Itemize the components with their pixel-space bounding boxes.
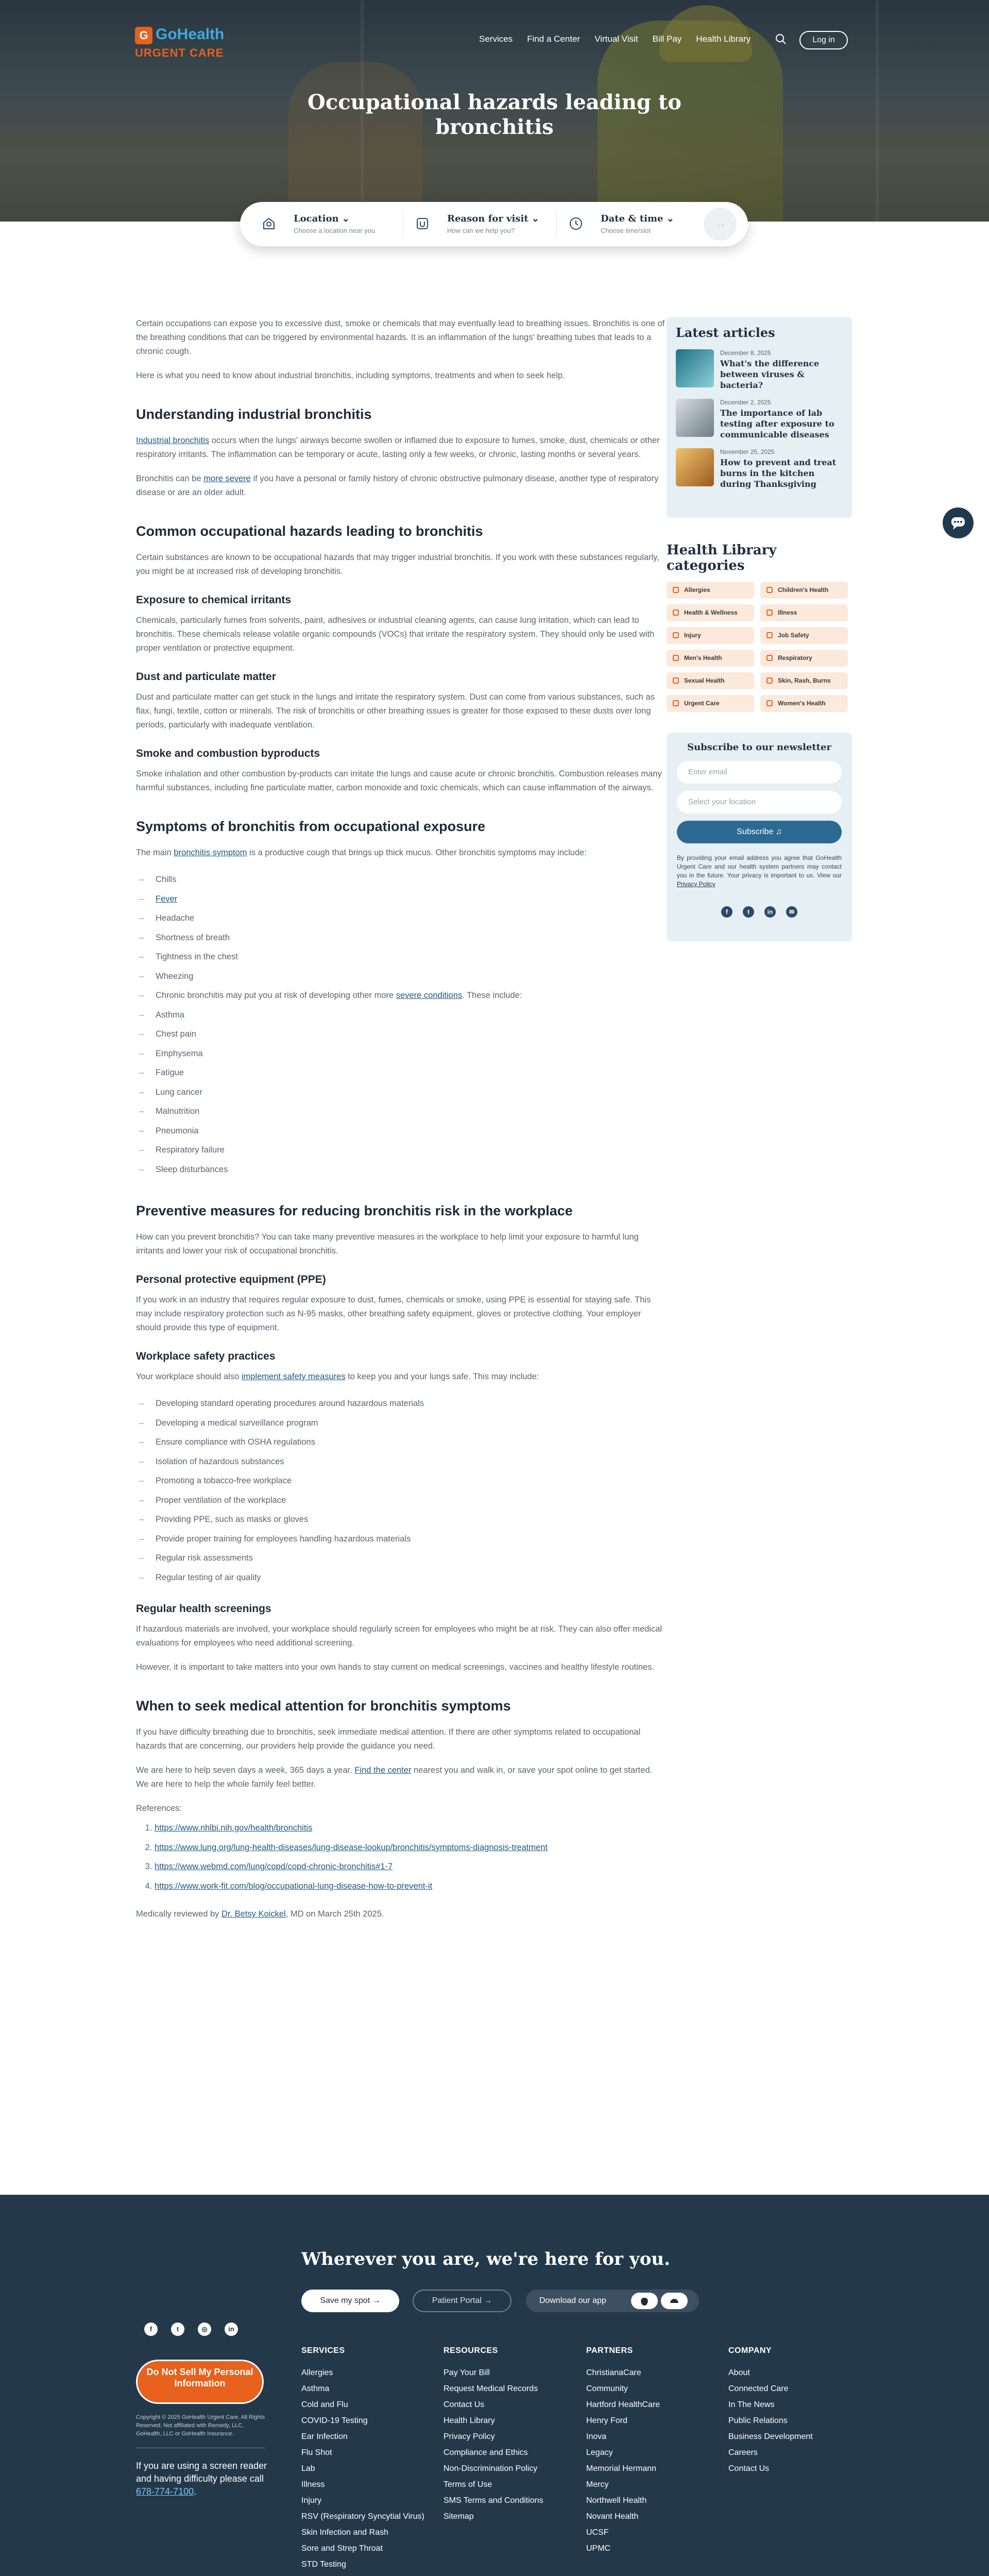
shield-icon	[673, 677, 679, 684]
category-mens-health[interactable]: Men's Health	[667, 650, 754, 667]
list-item: – Malnutrition	[154, 1102, 667, 1122]
logo-mark: G	[135, 27, 152, 44]
list-item: – Proper ventilation of the workplace	[154, 1491, 667, 1511]
footer-link[interactable]: Sitemap	[444, 2512, 474, 2521]
list-item: – Isolation of hazardous substances	[154, 1452, 667, 1472]
datetime-hint: Choose time/slot	[601, 227, 651, 234]
footer-link[interactable]: Hartford HealthCare	[586, 2400, 660, 2409]
footer-link[interactable]: Skin Infection and Rash	[301, 2528, 388, 2537]
list-item: – Developing a medical surveillance program	[154, 1414, 667, 1433]
paragraph: Bronchitis can be more severe if you have a personal or family history of chronic obstructive pulmonary disease, another type of respiratory disease or are an older adult.	[136, 474, 659, 497]
category-respiratory[interactable]: Respiratory	[760, 650, 848, 667]
section-heading: When to seek medical attention for bronchitis symptoms	[136, 1698, 511, 1714]
footer-column-partners	[586, 2346, 660, 2556]
category-injury[interactable]: Injury	[667, 627, 754, 644]
footer	[0, 2195, 989, 2576]
list-item: – Regular testing of air quality	[154, 1568, 667, 1588]
article-card[interactable]	[676, 399, 843, 440]
linkedin-icon[interactable]: in	[764, 906, 776, 918]
thermometer-icon	[766, 609, 773, 616]
list-item: – Lung cancer	[154, 1083, 667, 1103]
paragraph: If hazardous materials are involved, your workplace should regularly screen for employees who might be at risk. They can also offer medical evaluations for employees who need additional screening.	[136, 1624, 662, 1648]
section-heading: Common occupational hazards leading to bronchitis	[136, 523, 483, 539]
category-childrens-health[interactable]: Children's Health	[760, 582, 848, 599]
reference-link[interactable]: https://www.nhlbi.nih.gov/health/bronchitis	[155, 1823, 313, 1833]
nav-link-services[interactable]: Services	[479, 34, 513, 44]
lungs-icon	[766, 655, 773, 661]
list-item	[154, 890, 667, 909]
footer-link[interactable]: UCSF	[586, 2528, 609, 2537]
footer-link[interactable]: Business Development	[728, 2432, 813, 2441]
newsletter-box	[667, 733, 852, 941]
sidebar	[667, 317, 852, 941]
footer-column-title: PARTNERS	[586, 2346, 633, 2355]
paragraph: Certain substances are known to be occupational hazards that may trigger industrial bronchitis. If you work with these substances regularly, you might be at increased risk of developing bronchitis.	[136, 553, 659, 576]
footer-link[interactable]: Memorial Hermann	[586, 2464, 657, 2473]
social-links	[677, 906, 842, 918]
list-item: – Shortness of breath	[154, 928, 667, 948]
footer-link[interactable]: About	[728, 2368, 750, 2377]
references-label: References:	[136, 1804, 182, 1813]
nav-link-find-center[interactable]: Find a Center	[527, 34, 581, 44]
subsection-heading: Workplace safety practices	[136, 1350, 276, 1362]
footer-link[interactable]: Flu Shot	[301, 2448, 332, 2457]
footer-link[interactable]	[301, 2572, 424, 2576]
facebook-icon[interactable]: f	[721, 906, 732, 918]
list-item: – Respiratory failure	[154, 1141, 667, 1160]
footer-link[interactable]: UPMC	[586, 2544, 611, 2553]
article-thumbnail	[676, 349, 714, 387]
reference-item	[155, 1819, 667, 1838]
subsection-heading: Exposure to chemical irritants	[136, 594, 292, 606]
article-title: What's the difference between viruses & bacteria?	[720, 359, 820, 390]
skin-icon	[766, 677, 773, 684]
category-womens-health[interactable]: Women's Health	[760, 695, 848, 712]
hero-banner	[0, 0, 989, 222]
reason-label: Reason for visit ⌄	[447, 213, 540, 224]
reference-link[interactable]: https://www.lung.org/lung-health-diseases/lung-disease-lookup/bronchitis/symptoms-diagnosis-treatment	[155, 1842, 548, 1852]
category-grid	[667, 582, 852, 712]
category-skin-rash-burns[interactable]: Skin, Rash, Burns	[760, 672, 848, 689]
footer-link[interactable]: COVID-19 Testing	[301, 2416, 368, 2425]
footer-link[interactable]: SMS Terms and Conditions	[444, 2496, 543, 2505]
footer-link[interactable]: Sore and Strep Throat	[301, 2544, 383, 2553]
allergy-icon	[673, 587, 679, 593]
medical-review-note: Medically reviewed by Dr. Betsy Koickel, MD on March 25th 2025.	[136, 1909, 384, 1919]
email-icon[interactable]: ✉	[786, 906, 797, 918]
list-item: – Ensure compliance with OSHA regulations	[154, 1433, 667, 1452]
list-item: – Emphysema	[154, 1044, 667, 1064]
reference-link[interactable]: https://www.webmd.com/lung/copd/copd-chronic-bronchitis#1-7	[155, 1862, 393, 1871]
twitter-icon[interactable]: t	[743, 906, 754, 918]
article-card[interactable]	[676, 448, 843, 489]
list-item: – Provide proper training for employees handling hazardous materials	[154, 1530, 667, 1549]
list-item: – Pneumonia	[154, 1122, 667, 1141]
safety-measures-link[interactable]: implement safety measures	[241, 1372, 346, 1381]
footer-column-title: COMPANY	[728, 2346, 772, 2355]
footer-link[interactable]: Contact Us	[728, 2464, 770, 2473]
top-nav	[0, 0, 989, 80]
intro-paragraph: Here is what you need to know about industrial bronchitis, including symptoms, treatments and when to seek help.	[136, 371, 565, 380]
list-item: – Wheezing	[154, 967, 667, 987]
footer-link[interactable]: Allergies	[301, 2368, 333, 2377]
twitter-icon[interactable]: t	[171, 2323, 184, 2336]
privacy-policy-link[interactable]: Privacy Policy	[677, 880, 715, 888]
category-sexual-health[interactable]: Sexual Health	[667, 672, 754, 689]
patient-portal-button[interactable]: Patient Portal →	[413, 2290, 511, 2312]
intro-paragraph: Certain occupations can expose you to excessive dust, smoke or chemicals that may eventually lead to breathing issues. Bronchitis is one of the breathing conditions that can be triggered by environmental hazards. It is an inflammation of the lungs' breathing tubes that leads to a chronic cough.	[136, 319, 665, 356]
category-illness[interactable]: Illness	[760, 604, 848, 621]
arrow-right-icon: →	[715, 217, 726, 230]
footer-column-title: SERVICES	[301, 2346, 345, 2355]
bandage-icon	[673, 632, 679, 638]
footer-link[interactable]: STD Testing	[301, 2560, 346, 2569]
footer-column-resources	[444, 2346, 543, 2524]
apple-icon	[631, 2293, 658, 2309]
android-icon	[661, 2293, 688, 2309]
footer-link[interactable]: Request Medical Records	[444, 2384, 538, 2393]
footer-link[interactable]: Northwell Health	[586, 2496, 647, 2505]
article-date: December 8, 2025	[720, 349, 771, 357]
fever-link[interactable]: Fever	[156, 894, 178, 904]
footer-link[interactable]: Legacy	[586, 2448, 613, 2457]
list-item: – Tightness in the chest	[154, 947, 667, 967]
female-icon	[766, 700, 773, 706]
section-heading: Symptoms of bronchitis from occupational exposure	[136, 819, 486, 834]
phone-link[interactable]: 678-774-7100	[136, 2486, 194, 2497]
footer-link[interactable]: In The News	[728, 2400, 775, 2409]
footer-link[interactable]: Ear Infection	[301, 2432, 348, 2441]
footer-link[interactable]: Compliance and Ethics	[444, 2448, 528, 2457]
search-icon[interactable]	[775, 33, 787, 45]
category-allergies[interactable]: Allergies	[667, 582, 754, 599]
footer-link[interactable]: Asthma	[301, 2384, 330, 2393]
heart-icon	[673, 609, 679, 616]
footer-social	[144, 2323, 238, 2336]
footer-link[interactable]: Inova	[586, 2432, 607, 2441]
list-item: – Regular risk assessments	[154, 1549, 667, 1568]
footer-link[interactable]: Non-Discrimination Policy	[444, 2464, 538, 2473]
child-icon	[766, 587, 773, 593]
reference-item	[155, 1877, 667, 1896]
paragraph: Dust and particulate matter can get stuck in the lungs and irritate the respiratory system. Dust can come from various substances, such as flax, fungi, textile, cotton or minerals. The risk of bronchitis or other breathing issues is greater for those exposed to these dusts over long periods, particularly with inadequate ventilation.	[136, 692, 655, 730]
footer-link[interactable]: Connected Care	[728, 2384, 789, 2393]
instagram-icon[interactable]: ◎	[198, 2323, 211, 2336]
list-item: – Chronic bronchitis may put you at risk of developing other more severe conditions. These include:	[154, 986, 667, 1006]
subsection-heading: Dust and particulate matter	[136, 671, 276, 683]
reference-link[interactable]: https://www.work-fit.com/blog/occupational-lung-disease-how-to-prevent-it	[155, 1881, 433, 1891]
footer-link[interactable]: Illness	[301, 2480, 325, 2489]
paragraph: Chemicals, particularly fumes from solvents, paint, adhesives or industrial cleaning agents, can cause lung irritation, which can lead to bronchitis. These chemicals release volatile organic compounds (VOCs) that irritate the respiratory system. They should only be used with proper ventilation or protective equipment.	[136, 616, 655, 653]
footer-link[interactable]: RSV (Respiratory Syncytial Virus)	[301, 2512, 424, 2521]
location-select[interactable]: Select your location	[677, 791, 842, 814]
facebook-icon[interactable]: f	[144, 2323, 158, 2336]
article-title: How to prevent and treat burns in the kitchen during Thanksgiving	[720, 457, 837, 489]
login-button[interactable]: Log in	[799, 31, 848, 49]
clinic-icon	[673, 700, 679, 706]
safety-list	[154, 1394, 667, 1587]
google-play-button[interactable]	[661, 2293, 688, 2309]
severe-conditions-link[interactable]: severe conditions	[396, 991, 463, 1000]
main-content	[0, 222, 989, 2195]
logo-wordmark: GoHealth	[156, 26, 225, 43]
male-icon	[673, 655, 679, 661]
bell-icon: ♫	[775, 827, 782, 836]
nav-links	[479, 34, 751, 44]
subsection-heading: Personal protective equipment (PPE)	[136, 1274, 326, 1285]
paragraph: However, it is important to take matters into your own hands to stay current on medical screenings, vaccines and healthy lifestyle routines.	[136, 1663, 655, 1672]
latest-articles	[667, 317, 852, 518]
footer-headline: Wherever you are, we're here for you.	[301, 2249, 670, 2269]
logo-subtitle: URGENT CARE	[135, 46, 224, 59]
article-date: December 2, 2025	[720, 399, 771, 406]
paragraph: The main bronchitis symptom is a productive cough that brings up thick mucus. Other bronchitis symptoms may include:	[136, 848, 587, 857]
list-item: – Promoting a tobacco-free workplace	[154, 1471, 667, 1491]
list-item: – Sleep disturbances	[154, 1160, 667, 1180]
section-heading: Understanding industrial bronchitis	[136, 406, 372, 422]
reference-item	[155, 1857, 667, 1877]
paragraph: If you have difficulty breathing due to bronchitis, seek immediate medical attention. If there are other symptoms related to occupational hazards that are concerning, our providers help provide the guidance you need.	[136, 1727, 641, 1751]
footer-link[interactable]: Lab	[301, 2464, 315, 2473]
footer-column-company	[728, 2346, 813, 2477]
footer-link[interactable]: Mercy	[586, 2480, 609, 2489]
footer-link[interactable]: Terms of Use	[444, 2480, 492, 2489]
footer-link[interactable]: Injury	[301, 2496, 322, 2505]
category-job-safety[interactable]: Job Safety	[760, 627, 848, 644]
footer-link[interactable]: Careers	[728, 2448, 758, 2457]
latest-articles-title: Latest articles	[676, 325, 775, 340]
categories-title: Health Library categories	[667, 543, 777, 573]
footer-link[interactable]: Health Library	[444, 2416, 495, 2425]
bronchitis-symptom-link[interactable]: bronchitis symptom	[174, 848, 247, 857]
copyright: Copyright © 2025 GoHealth Urgent Care. All Rights Reserved. Not affiliated with Remedy, LLC, GoHealth, LLC or GoHealth Insurance.	[136, 2414, 265, 2437]
do-not-sell-button[interactable]: Do Not Sell My Personal Information	[136, 2360, 264, 2404]
list-item: – Fatigue	[154, 1063, 667, 1083]
references-list	[155, 1819, 667, 1896]
industrial-bronchitis-link[interactable]: Industrial bronchitis	[136, 436, 210, 445]
find-center-link[interactable]: Find the center	[354, 1766, 412, 1775]
paragraph: Your workplace should also implement safety measures to keep you and your lungs safe. This may include:	[136, 1372, 539, 1381]
screen-reader-note: If you are using a screen reader and having difficulty please call 678-774-7100.	[136, 2461, 267, 2497]
reference-item	[155, 1838, 667, 1858]
save-spot-button[interactable]: Save my spot →	[301, 2290, 399, 2312]
nav-link-health-library[interactable]: Health Library	[696, 34, 751, 44]
article-card[interactable]	[676, 349, 843, 391]
logo[interactable]	[135, 25, 238, 61]
footer-column-services	[301, 2346, 424, 2576]
footer-link[interactable]: Cold and Flu	[301, 2400, 348, 2409]
paragraph: How can you prevent bronchitis? You can take many preventive measures in the workplace to help limit your exposure to harmful lung irritants and lower your risk of occupational bronchitis.	[136, 1232, 639, 1256]
article-title: The importance of lab testing after exposure to communicable diseases	[720, 408, 834, 439]
list-item: – Providing PPE, such as masks or gloves	[154, 1510, 667, 1530]
footer-link[interactable]: Community	[586, 2384, 628, 2393]
subsection-heading: Smoke and combustion byproducts	[136, 748, 320, 759]
nav-link-virtual-visit[interactable]: Virtual Visit	[594, 34, 638, 44]
page-title: Occupational hazards leading to bronchitis	[308, 90, 681, 139]
chat-icon	[943, 507, 974, 538]
newsletter-title: Subscribe to our newsletter	[687, 742, 831, 753]
subsection-heading: Regular health screenings	[136, 1603, 271, 1615]
download-app-bar	[526, 2290, 699, 2312]
section-heading: Preventive measures for reducing bronchitis risk in the workplace	[136, 1203, 573, 1218]
footer-link[interactable]: ChristianaCare	[586, 2368, 641, 2377]
reviewer-link[interactable]: Dr. Betsy Koickel	[221, 1909, 286, 1919]
category-health-wellness[interactable]: Health & Wellness	[667, 604, 754, 621]
paragraph: If you work in an industry that requires regular exposure to dust, fumes, chemicals or smoke, using PPE is essential for staying safe. This may include respiratory protection such as N-95 masks, other breathing safety equipment, gloves or protective clothing. Your employer should provide this type of equipment.	[136, 1295, 651, 1332]
article-thumbnail	[676, 399, 714, 437]
list-item: – Headache	[154, 909, 667, 928]
subscribe-button[interactable]: Subscribe ♫	[677, 821, 842, 843]
paragraph: We are here to help seven days a week, 365 days a year. Find the center nearest you and walk in, or save your spot online to get started. We are here to help the whole family feel better.	[136, 1766, 653, 1789]
apple-store-button[interactable]	[631, 2293, 658, 2309]
nav-link-bill-pay[interactable]: Bill Pay	[652, 34, 682, 44]
datetime-label: Date & time ⌄	[601, 213, 674, 224]
privacy-note: By providing your email address you agree that GoHealth Urgent Care and our health system partners may contact you in the future. Your privacy is important to us. View our Privacy Policy	[677, 854, 842, 888]
footer-link[interactable]: Novant Health	[586, 2512, 639, 2521]
footer-column-title: RESOURCES	[444, 2346, 498, 2355]
paragraph: Industrial bronchitis occurs when the lungs' airways become swollen or inflamed due to exposure to fumes, smoke, dust, chemicals or other respiratory irritants. The inflammation can be temporary or acute, lasting only a few weeks, or chronic, lasting months or several years.	[136, 436, 660, 459]
location-label: Location ⌄	[294, 213, 350, 224]
download-app-label: Download our app	[539, 2296, 606, 2305]
symptom-list	[154, 870, 667, 1179]
category-urgent-care[interactable]: Urgent Care	[667, 695, 754, 712]
footer-link[interactable]: Pay Your Bill	[444, 2368, 490, 2377]
hardhat-icon	[766, 632, 773, 638]
footer-link[interactable]: Privacy Policy	[444, 2432, 495, 2441]
article-date: November 25, 2025	[720, 448, 775, 455]
email-field[interactable]: Enter email	[677, 761, 842, 784]
footer-link[interactable]: Henry Ford	[586, 2416, 628, 2425]
linkedin-icon[interactable]: in	[225, 2323, 238, 2336]
footer-link[interactable]: Contact Us	[444, 2400, 485, 2409]
paragraph: Smoke inhalation and other combustion by-products can irritate the lungs and cause acute or chronic bronchitis. Combustion releases many harmful substances, including fine particulate matter, carbon monoxide and toxic chemicals, which can cause inflammation of the airways.	[136, 769, 662, 792]
location-hint: Choose a location near you	[294, 227, 376, 234]
list-item: – Chest pain	[154, 1025, 667, 1044]
list-item: – Chills	[154, 870, 667, 890]
chat-button[interactable]	[943, 507, 974, 538]
article-body	[136, 317, 667, 1931]
reason-hint: How can we help you?	[447, 227, 515, 234]
list-item: – Developing standard operating procedures around hazardous materials	[154, 1394, 667, 1414]
list-item: – Asthma	[154, 1006, 667, 1025]
more-severe-link[interactable]: more severe	[203, 474, 251, 483]
article-thumbnail	[676, 448, 714, 486]
footer-link[interactable]: Public Relations	[728, 2416, 788, 2425]
